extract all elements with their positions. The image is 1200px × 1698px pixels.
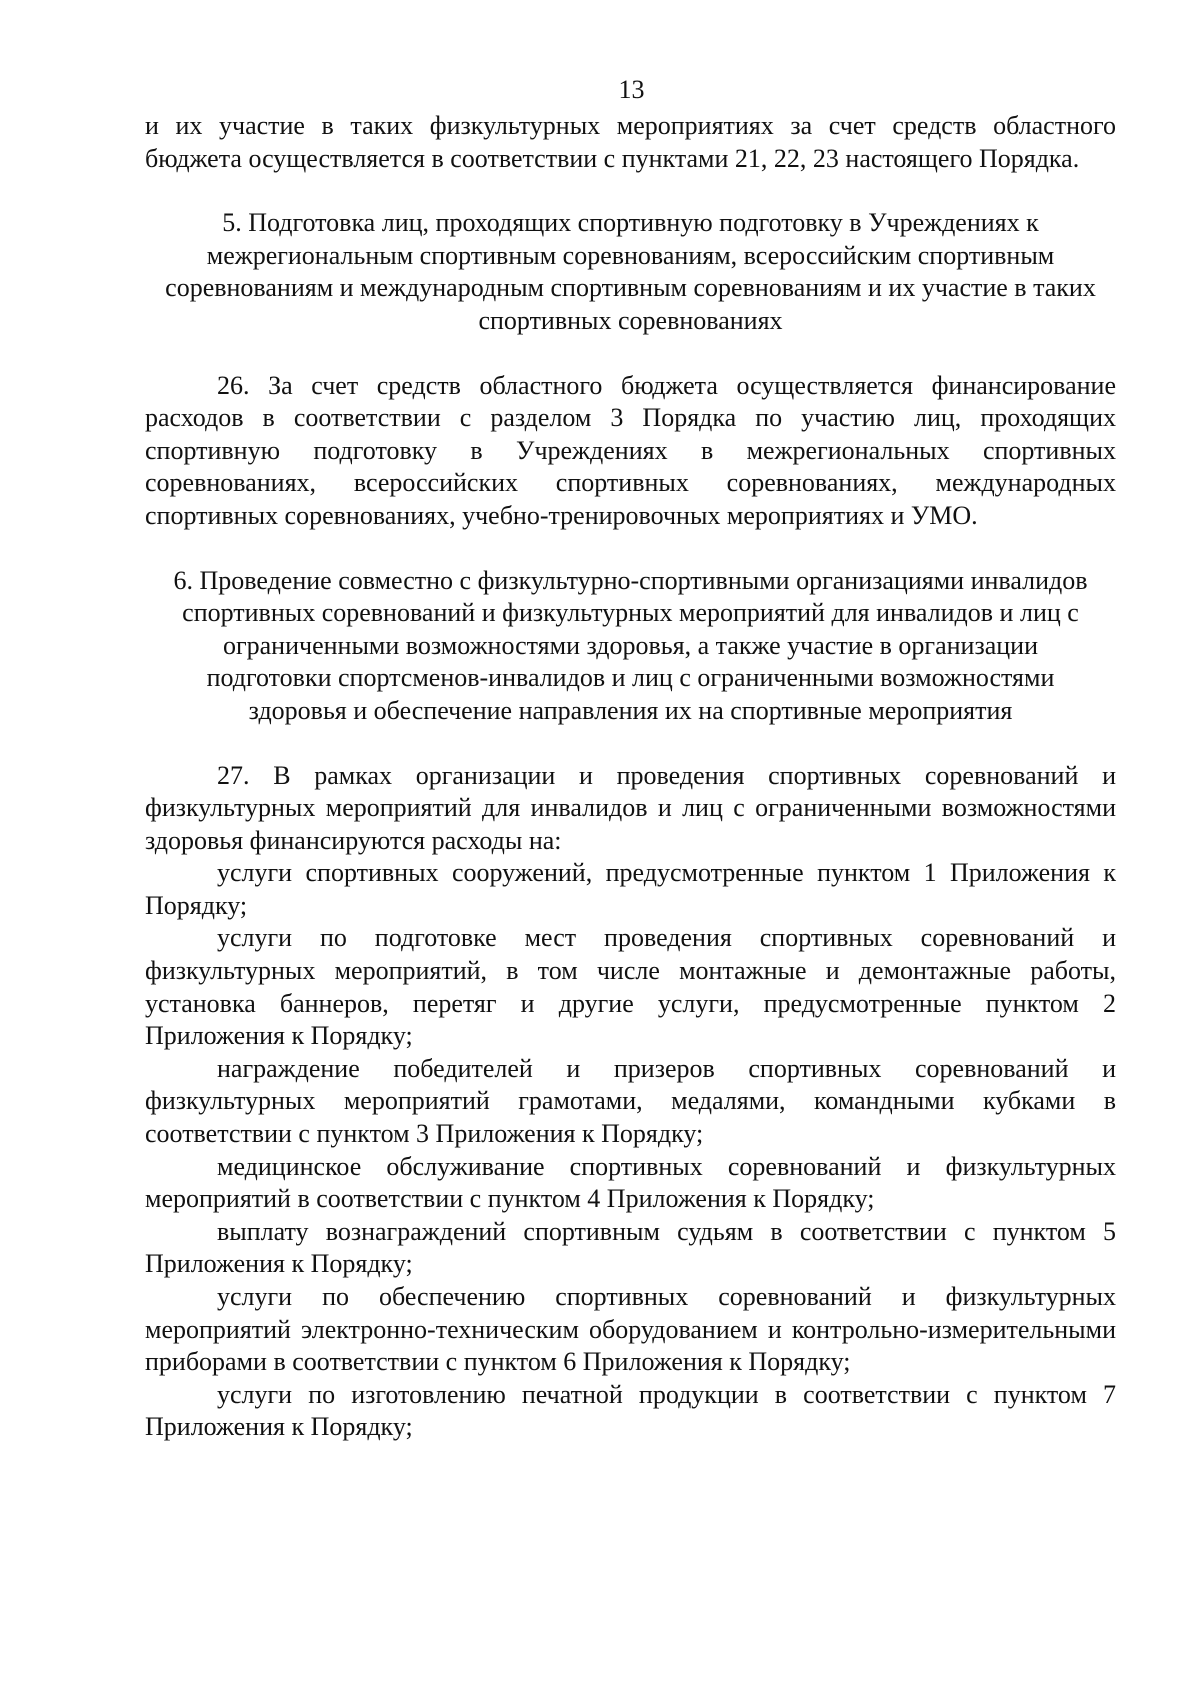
list-item: награждение победителей и призеров спортивных соревнований и физкультурных мероприятий грамотами, медалями, командными кубками в соответствии с пунктом 3 Приложения к Порядку; bbox=[145, 1053, 1116, 1149]
spacer bbox=[145, 338, 1116, 370]
paragraph-continuation: и их участие в таких физкультурных мероприятиях за счет средств областного бюджета осуществляется в соответствии с пунктами 21, 22, 23 настоящего Порядка. bbox=[145, 111, 1116, 173]
section-heading-5: 5. Подготовка лиц, проходящих спортивную подготовку в Учреждениях к межрегиональным спортивным соревнованиям, всероссийским спортивным соревнованиям и международным спортивным соревнованиям и их участие в таких спортивных соревнованиях bbox=[165, 208, 1096, 335]
list-item: выплату вознаграждений спортивным судьям в соответствии с пунктом 5 Приложения к Порядку; bbox=[145, 1216, 1116, 1279]
page-number: 13 bbox=[618, 75, 645, 104]
list-item: услуги по обеспечению спортивных соревнований и физкультурных мероприятий электронно-техническим оборудованием и контрольно-измерительными приборами в соответствии с пунктом 6 Приложения к Порядку; bbox=[145, 1282, 1116, 1377]
paragraph-27: 27. В рамках организации и проведения спортивных соревнований и физкультурных мероприятий для инвалидов и лиц с ограниченными возможностями здоровья финансируются расходы на: bbox=[145, 760, 1116, 855]
list-item: медицинское обслуживание спортивных соревнований и физкультурных мероприятий в соответствии с пунктом 4 Приложения к Порядку; bbox=[145, 1151, 1116, 1214]
spacer bbox=[145, 175, 1116, 207]
paragraph-26: 26. За счет средств областного бюджета осуществляется финансирование расходов в соответствии с разделом 3 Порядка по участию лиц, проходящих спортивную подготовку в Учреждениях в межрегиональных спортивных соревнованиях, всероссийских спортивных соревнованиях, международных спортивных соревнованиях, учебно-тренировочных мероприятиях и УМО. bbox=[145, 370, 1116, 530]
list-item: услуги по изготовлению печатной продукции в соответствии с пунктом 7 Приложения к Порядку; bbox=[145, 1379, 1116, 1442]
list-item: услуги спортивных сооружений, предусмотренные пунктом 1 Приложения к Порядку; bbox=[145, 858, 1116, 920]
spacer bbox=[145, 728, 1116, 760]
list-item: услуги по подготовке мест проведения спортивных соревнований и физкультурных мероприятий, в том числе монтажные и демонтажные работы, установка баннеров, перетяг и другие услуги, предусмотренные пунктом 2 Приложения к Порядку; bbox=[145, 923, 1116, 1051]
section-heading-6: 6. Проведение совместно с физкультурно-спортивными организациями инвалидов спортивных соревнований и физкультурных мероприятий для инвалидов и лиц с ограниченными возможностями здоровья, а также участие в организации подготовки спортсменов-инвалидов и лиц с ограниченными возможностями здоровья и обеспечение направления их на спортивные мероприятия bbox=[173, 565, 1088, 725]
spacer bbox=[145, 533, 1116, 565]
